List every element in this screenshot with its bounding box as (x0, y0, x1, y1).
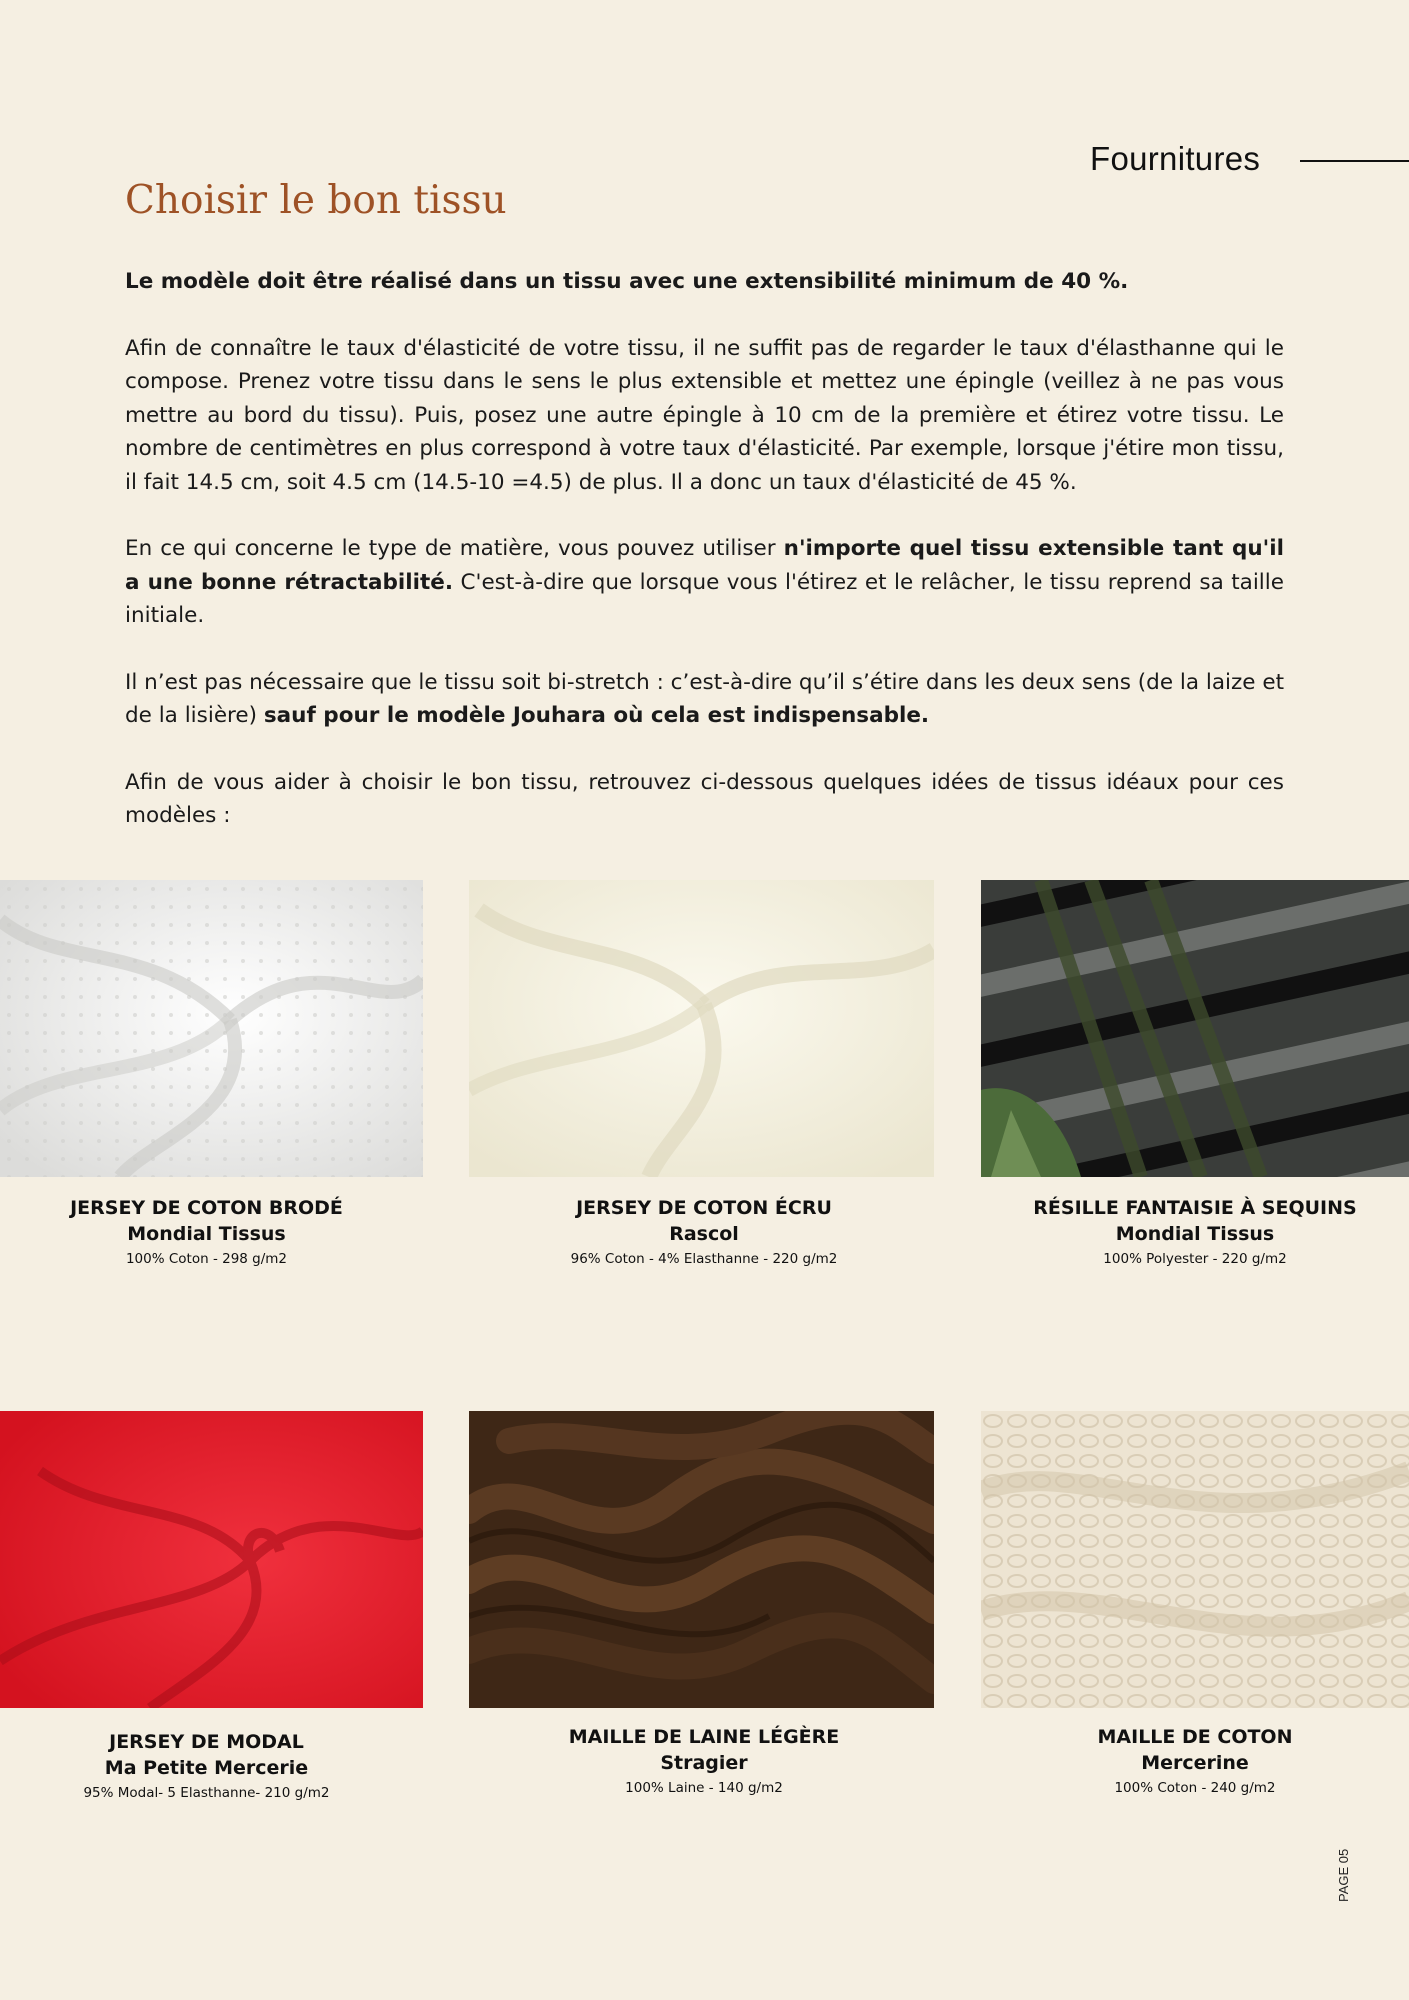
paragraph-material (125, 532, 1284, 633)
fabric-caption (981, 1195, 1409, 1271)
body-text (125, 265, 1284, 866)
paragraph-bistretch-bold: sauf pour le modèle Jouhara où cela est indispensable. (263, 703, 930, 728)
fabric-brand: Ma Petite Mercerie (104, 1757, 309, 1779)
paragraph-elasticity: Afin de connaître le taux d'élasticité de votre tissu, il ne suffit pas de regarder le taux d'élasthanne qui le compose. Prenez votre tissu dans le sens le plus extensible et mettez une épingle (veillez à ne pas vous mettre au bord du tissu). Puis, posez une autre épingle à 10 cm de la première et étirez votre tissu. Le nombre de centimètres en plus correspond à votre taux d'élasticité. Par exemple, lorsque j'étire mon tissu, il fait 14.5 cm, soit 4.5 cm (14.5-10 =4.5) de plus. Il a donc un taux d'élasticité de 45 %. (125, 335, 1284, 495)
paragraph-bistretch (125, 666, 1284, 733)
paragraph-material-start: En ce qui concerne le type de matière, vous pouvez utiliser (125, 536, 784, 561)
fabric-caption (469, 1724, 939, 1800)
fabric-name: JERSEY DE COTON ÉCRU (576, 1197, 832, 1219)
paragraph-material-bold: n'importe quel tissu extensible tant qu'il a une bonne rétractabilité. (125, 536, 1285, 595)
fabric-composition: 100% Coton - 240 g/m2 (1114, 1780, 1276, 1796)
fabric-caption (469, 1195, 939, 1271)
page-title: Choisir le bon tissu (125, 178, 507, 223)
section-rule (1300, 160, 1409, 162)
paragraph-material-end: C'est-à-dire que lorsque vous l'étirez et le relâcher, le tissu reprend sa taille initiale. (125, 569, 1284, 628)
fabric-name: MAILLE DE LAINE LÉGÈRE (568, 1726, 840, 1748)
page-number: PAGE 05 (1336, 1848, 1351, 1902)
fabric-brand: Rascol (669, 1223, 739, 1245)
fabric-brand: Mercerine (1141, 1752, 1249, 1774)
fabric-swatch-cotton-knit (981, 1411, 1409, 1708)
fabric-composition: 95% Modal- 5 Elasthanne- 210 g/m2 (83, 1785, 330, 1801)
fabric-swatch-wool-knit (469, 1411, 934, 1708)
fabric-brand: Stragier (660, 1752, 748, 1774)
fabric-name: RÉSILLE FANTAISIE À SEQUINS (1033, 1197, 1357, 1219)
fabric-brand: Mondial Tissus (1115, 1223, 1275, 1245)
paragraph-ideas: Afin de vous aider à choisir le bon tissu, retrouvez ci-dessous quelques idées de tissus idéaux pour ces modèles : (125, 769, 1284, 828)
section-label: Fournitures (1090, 140, 1261, 177)
fabric-name: JERSEY DE MODAL (109, 1731, 304, 1753)
fabric-caption (0, 1729, 413, 1805)
fabric-swatch-ecru-cotton (469, 880, 934, 1177)
fabric-composition: 100% Coton - 298 g/m2 (125, 1251, 288, 1267)
paragraph-bistretch-start: Il n’est pas nécessaire que le tissu soit bi-stretch : c’est-à-dire qu’il s’étire dans les deux sens (de la laize et de la lisière) (125, 669, 1284, 728)
fabric-name: JERSEY DE COTON BRODÉ (70, 1197, 343, 1219)
fabric-brand: Mondial Tissus (127, 1223, 286, 1245)
fabric-name: MAILLE DE COTON (1097, 1726, 1293, 1748)
fabric-composition: 96% Coton - 4% Elasthanne - 220 g/m2 (570, 1251, 838, 1267)
fabric-swatch-sequin-mesh (981, 880, 1409, 1177)
fabric-composition: 100% Laine - 140 g/m2 (625, 1780, 783, 1796)
fabric-swatch-modal-jersey (0, 1411, 423, 1708)
fabric-composition: 100% Polyester - 220 g/m2 (1103, 1251, 1287, 1267)
fabric-swatch-embroidered-cotton (0, 880, 423, 1177)
fabric-caption (981, 1724, 1409, 1800)
fabric-caption (0, 1195, 413, 1271)
lead-paragraph: Le modèle doit être réalisé dans un tissu avec une extensibilité minimum de 40 %. (125, 269, 1129, 294)
